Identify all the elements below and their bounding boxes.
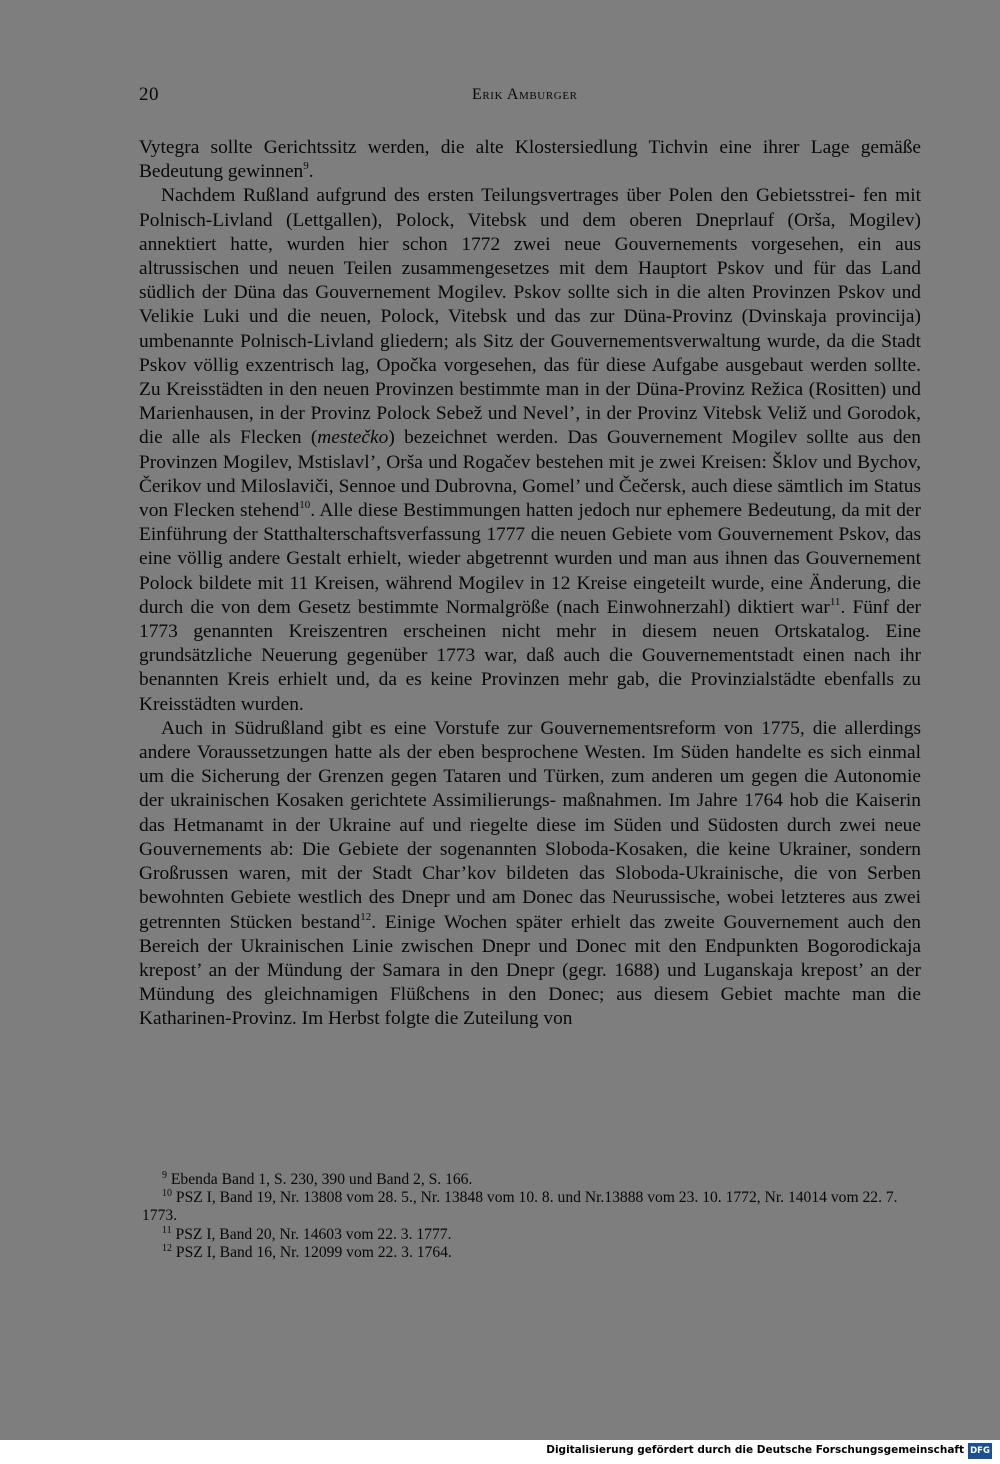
footnote-ref[interactable]: 9 [303, 160, 309, 173]
footnote [142, 1189, 924, 1225]
paragraph-text: Auch in Südrußland gibt es eine Vorstufe zur Gouvernementsreform von 1775, die allerdings andere Voraussetzungen hatte als der eben besprochene Westen. Im Süden handelte es sich einmal um die Sicherung der Grenzen gegen Tataren und Türken, zum anderen um gegen die Autonomie der ukrainischen Kosaken gerichtete Assimilierungs- maßnahmen. Im Jahre 1764 hob die Kaiserin das Hetmanamt in der Ukraine auf und riegelte diese im Süden und Südosten durch zwei neue Gouvernements ab: Die Gebiete der sogenannten Sloboda-Kosaken, die keine Ukrainer, sondern Großrussen waren, mit der Stadt Char’kov bildeten das Sloboda-Ukrainische, die von Serben bewohnten Gebiete westlich des Dnepr und am Donec das Neurussische, wobei letzteres aus zwei getrennten Stücken bestand [139, 717, 921, 933]
emphasis: mestečko [317, 427, 389, 449]
footnote-number: 11 [162, 1224, 172, 1236]
footnotes [142, 1171, 924, 1262]
footnote-ref[interactable]: 11 [829, 595, 841, 608]
paragraph-text: . Einige Wochen später erhielt das zweite Gouvernement auch den Bereich der Ukrainischen Linie zwischen Dnepr und Donec mit den Endpunkten Bogorodickaja krepost’ an der Mündung der Samara in den Dnepr (gegr. 1688) und Luganskaja krepost’ an der Mündung des gleichnamigen Flüßchens in den Donec; aus diesem Gebiet machte man die Katharinen-Provinz. Im Herbst folgte die Zuteilung von [139, 911, 922, 1030]
body-text [139, 136, 921, 1032]
paragraph-text: Nachdem Rußland aufgrund des ersten Teilungsvertrages über Polen den Gebietsstrei- fen mit Polnisch-Livland (Lettgallen), Polock, Vitebsk und dem oberen Dneprlauf (Orša, Mogilev) annektiert hatte, wurden hier schon 1772 zwei neue Gouvernements vorgesehen, ein aus altrussischen und neuen Teilen zusammengesetzes mit dem Hauptort Pskov und für das Land südlich der Düna das Gouvernement Mogilev. Pskov sollte sich in die alten Provinzen Pskov und Velikie Luki und die neuen, Polock, Vitebsk und das zur Düna-Provinz (Dvinskaja provincija) umbenannte Polnisch-Livland gliedern; als Sitz der Gouvernementsverwaltung wurde, da die Stadt Pskov völlig exzentrisch lag, Opočka vorgesehen, das für diese Aufgabe ausgebaut werden sollte. Zu Kreisstädten in den neuen Provinzen bestimmte man in der Düna-Provinz Režica (Rositten) und Marienhausen, in der Provinz Polock Sebež und Nevel’, in der Provinz Vitebsk Velіž und Gorodok, die alle als Flecken ( [139, 185, 921, 449]
footnote-number: 12 [162, 1242, 172, 1254]
footnote-text: PSZ I, Band 16, Nr. 12099 vom 22. 3. 1764. [175, 1243, 452, 1261]
paragraph-text: . Fünf der 1773 genannten Kreiszentren erscheinen nicht mehr in diesem neuen Ortskatalog. Eine grundsätzliche Neuerung gegenüber 1773 war, daß auch die Gouvernementstadt einen nach ihr benannten Kreis erhielt und, da es keine Provinzen mehr gab, die Provinzialstädte ebenfalls zu Kreisstädten wurden. [139, 596, 922, 715]
footnote [142, 1244, 924, 1262]
paragraph-text: ) bezeichnet werden. Das Gouvernement Mogilev sollte aus den Provinzen Mogilev, Mstislavl’, Orša und Rogačev bestehen mit je zwei Kreisen: Šklov und Bychov, Čerikov und Miloslaviči, Sennoe und Dubrovna, Gomel’ und Čečersk, auch diese sämtlich im Status von Flecken stehend [139, 427, 921, 522]
dfg-logo: DFG [968, 1443, 992, 1459]
running-head: Erik Amburger [472, 86, 578, 103]
footnote [142, 1226, 924, 1244]
credit-text: Digitalisierung gefördert durch die Deutsche Forschungsgemeinschaft [546, 1444, 964, 1456]
footnote-text: PSZ I, Band 19, Nr. 13808 vom 28. 5., Nr. 13848 vom 10. 8. und Nr.13888 vom 23. 10. 1772, Nr. 14014 vom 22. 7. 1773. [142, 1189, 898, 1225]
footnote-text: Ebenda Band 1, S. 230, 390 und Band 2, S. 166. [170, 1171, 473, 1188]
paragraph [139, 717, 921, 1032]
paragraph [139, 136, 921, 184]
footnote-ref[interactable]: 10 [299, 499, 311, 512]
paragraph-text: . Alle diese Bestimmungen hatten jedoch nur ephemere Bedeutung, da mit der Einführung der Statthalterschaftsverfassung 1777 die neuen Gebiete vom Gouvernement Pskov, das eine völlig andere Gestalt erhielt, wieder abgetrennt wurden und man aus ihnen das Gouvernement Polock bildete mit 11 Kreisen, während Mogilev in 12 Kreise eingeteilt wurde, eine Änderung, die durch die von dem Gesetz bestimmte Normalgröße (nach Einwohnerzahl) diktiert war [139, 500, 921, 618]
footnote-ref[interactable]: 12 [360, 910, 372, 923]
credit-bar [0, 1440, 1000, 1464]
paragraph-text: . [308, 161, 314, 183]
footnote-number: 10 [162, 1188, 172, 1200]
paragraph [139, 184, 921, 716]
paragraph-text: Vytegra sollte Gerichtssitz werden, die alte Klostersiedlung Tichvin eine ihrer Lage gemäße Bedeutung gewinnen [139, 137, 921, 183]
footnote [142, 1171, 924, 1189]
page-number: 20 [139, 84, 159, 105]
footnote-number: 9 [162, 1170, 167, 1181]
footnote-text: PSZ I, Band 20, Nr. 14603 vom 22. 3. 1777. [175, 1225, 452, 1243]
